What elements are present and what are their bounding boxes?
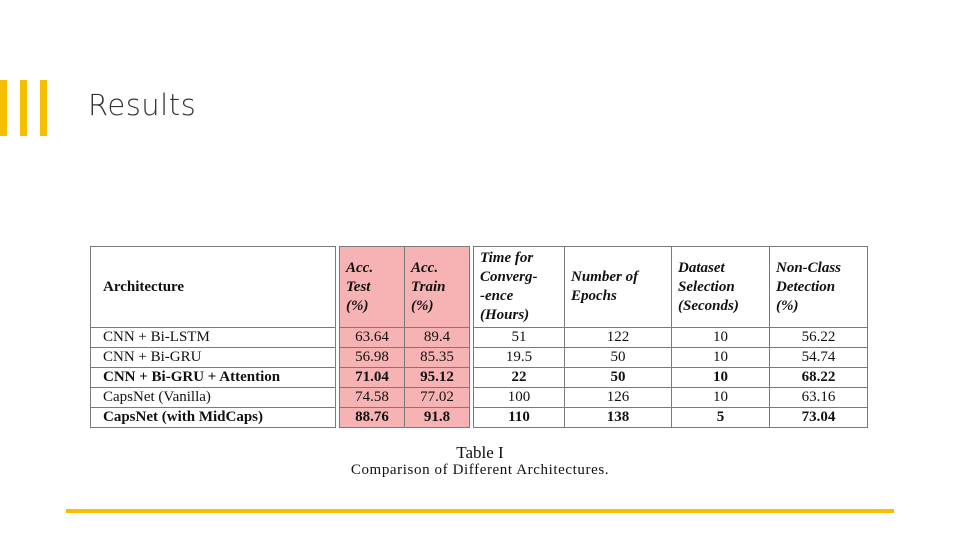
header-line: Selection bbox=[678, 278, 735, 295]
cell-detection: 68.22 bbox=[770, 368, 868, 388]
table-row bbox=[91, 368, 868, 388]
cell-detection: 73.04 bbox=[770, 408, 868, 428]
header-line: Epochs bbox=[571, 288, 617, 304]
cell-acc-test: 63.64 bbox=[340, 328, 405, 348]
cell-acc-train: 91.8 bbox=[405, 408, 470, 428]
cell-architecture: CNN + Bi-GRU + Attention bbox=[91, 368, 336, 388]
cell-selection: 10 bbox=[672, 388, 770, 408]
table-row bbox=[91, 408, 868, 428]
header-dataset-selection bbox=[672, 247, 770, 328]
results-table bbox=[90, 246, 868, 428]
header-line: (%) bbox=[776, 297, 799, 314]
header-line: Detection bbox=[776, 278, 836, 295]
header-row bbox=[91, 247, 868, 328]
cell-detection: 56.22 bbox=[770, 328, 868, 348]
header-line: (%) bbox=[346, 297, 369, 314]
cell-architecture: CapsNet (Vanilla) bbox=[91, 388, 336, 408]
accent-bar-right bbox=[40, 80, 47, 136]
header-line: Test bbox=[346, 278, 371, 295]
cell-selection: 10 bbox=[672, 348, 770, 368]
cell-time: 19.5 bbox=[474, 348, 565, 368]
header-line: Acc. bbox=[346, 259, 374, 276]
cell-epochs: 50 bbox=[565, 368, 672, 388]
table-caption-title: Table I bbox=[456, 443, 504, 462]
header-line: Time for bbox=[480, 250, 534, 266]
header-line: Non-Class bbox=[776, 259, 842, 276]
header-line: (Seconds) bbox=[678, 297, 739, 314]
header-acc-train bbox=[405, 247, 470, 328]
cell-acc-train: 89.4 bbox=[405, 328, 470, 348]
cell-acc-test: 88.76 bbox=[340, 408, 405, 428]
header-line: Train bbox=[411, 278, 446, 295]
cell-epochs: 138 bbox=[565, 408, 672, 428]
cell-acc-train: 85.35 bbox=[405, 348, 470, 368]
header-architecture: Architecture bbox=[91, 247, 336, 328]
table-row bbox=[91, 328, 868, 348]
header-line: -ence bbox=[480, 288, 514, 304]
cell-time: 100 bbox=[474, 388, 565, 408]
cell-time: 110 bbox=[474, 408, 565, 428]
cell-detection: 63.16 bbox=[770, 388, 868, 408]
cell-selection: 10 bbox=[672, 368, 770, 388]
cell-architecture: CNN + Bi-GRU bbox=[91, 348, 336, 368]
cell-acc-test: 71.04 bbox=[340, 368, 405, 388]
header-line: Dataset bbox=[678, 259, 725, 276]
table-caption-text: Comparison of Different Architectures. bbox=[350, 462, 610, 478]
results-table-container bbox=[90, 246, 868, 428]
cell-acc-train: 77.02 bbox=[405, 388, 470, 408]
cell-architecture: CapsNet (with MidCaps) bbox=[91, 408, 336, 428]
cell-time: 51 bbox=[474, 328, 565, 348]
header-acc-test bbox=[340, 247, 405, 328]
accent-bar-middle bbox=[20, 80, 27, 136]
cell-epochs: 50 bbox=[565, 348, 672, 368]
cell-detection: 54.74 bbox=[770, 348, 868, 368]
header-non-class-detection bbox=[770, 247, 868, 328]
header-time-convergence bbox=[474, 247, 565, 328]
cell-selection: 10 bbox=[672, 328, 770, 348]
cell-architecture: CNN + Bi-LSTM bbox=[91, 328, 336, 348]
header-number-epochs bbox=[565, 247, 672, 328]
cell-epochs: 122 bbox=[565, 328, 672, 348]
header-line: (Hours) bbox=[480, 307, 530, 323]
cell-time: 22 bbox=[474, 368, 565, 388]
header-line: (%) bbox=[411, 297, 434, 314]
header-line: Number of bbox=[571, 269, 639, 285]
header-line: Converg- bbox=[480, 269, 538, 285]
bottom-accent-line bbox=[66, 509, 894, 513]
cell-selection: 5 bbox=[672, 408, 770, 428]
table-row bbox=[91, 388, 868, 408]
accent-bar-left bbox=[0, 80, 7, 136]
cell-acc-test: 74.58 bbox=[340, 388, 405, 408]
cell-acc-train: 95.12 bbox=[405, 368, 470, 388]
header-line: Acc. bbox=[411, 259, 439, 276]
cell-epochs: 126 bbox=[565, 388, 672, 408]
table-row bbox=[91, 348, 868, 368]
slide-title: Results bbox=[88, 88, 197, 122]
cell-acc-test: 56.98 bbox=[340, 348, 405, 368]
